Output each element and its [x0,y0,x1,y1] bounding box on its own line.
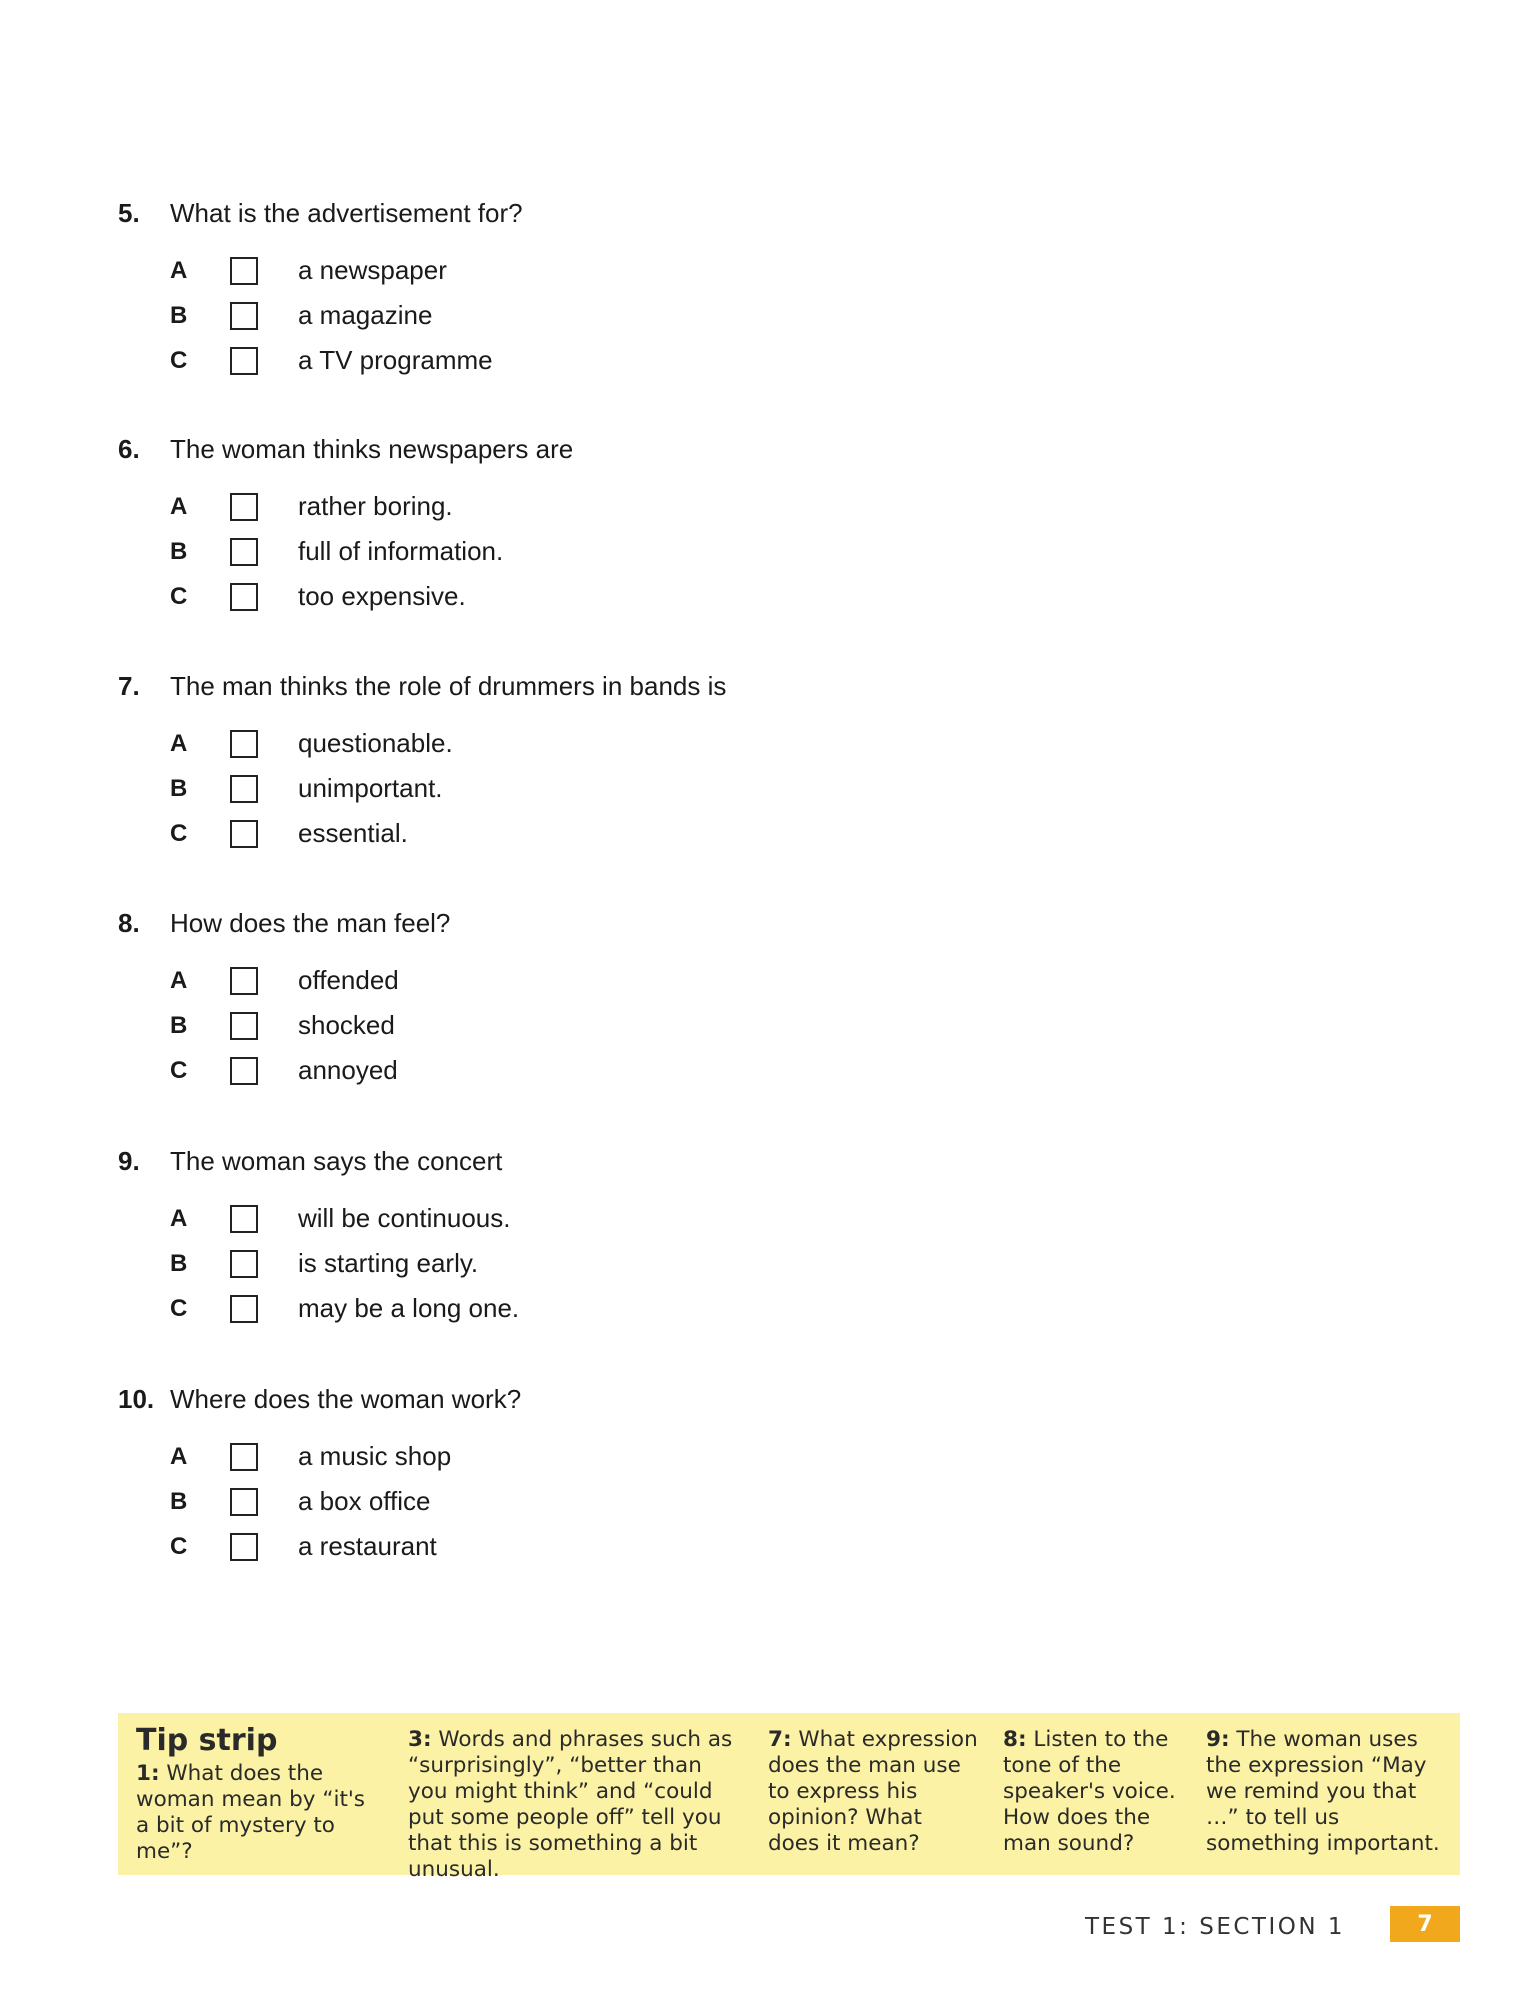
tip-number: 9: [1206,1727,1230,1752]
option-text: may be a long one. [298,1293,520,1323]
option-letter: C [170,819,188,847]
tip-number: 1: [136,1761,160,1786]
option-letter: C [170,1056,188,1084]
answer-checkbox[interactable] [230,1057,258,1085]
option-text: is starting early. [298,1248,479,1278]
tip-text: What does the woman mean by “it's a bit of mystery to me”? [136,1761,365,1864]
question-text: How does the man feel? [170,908,451,938]
answer-checkbox[interactable] [230,1443,258,1471]
answer-checkbox[interactable] [230,820,258,848]
answer-checkbox[interactable] [230,1012,258,1040]
option-c [118,1524,1018,1569]
question-text: The woman thinks newspapers are [170,434,574,464]
tip-text: Words and phrases such as “surprisingly”, “better than you might think” and “could put some people off” tell you that this is something a bit unusual. [408,1727,733,1882]
tip-number: 3: [408,1727,432,1752]
option-letter: A [170,966,188,994]
option-text: a newspaper [298,255,447,285]
option-letter: C [170,346,188,374]
option-letter: B [170,301,188,329]
answer-checkbox[interactable] [230,583,258,611]
option-text: a magazine [298,300,433,330]
tip-text: Listen to the tone of the speaker's voice. How does the man sound? [1003,1727,1176,1856]
option-text: too expensive. [298,581,466,611]
tip-9 [1206,1727,1446,1857]
option-text: essential. [298,818,408,848]
option-text: unimportant. [298,773,443,803]
option-a [118,1434,1018,1479]
answer-checkbox[interactable] [230,538,258,566]
answer-checkbox[interactable] [230,302,258,330]
option-letter: A [170,1442,188,1470]
option-c [118,1286,1018,1331]
option-text: will be continuous. [298,1203,511,1233]
question-number: 10. [118,1384,155,1414]
tip-3 [408,1727,743,1883]
option-text: full of information. [298,536,504,566]
option-letter: B [170,1011,188,1039]
option-a [118,1196,1018,1241]
option-c [118,1048,1018,1093]
question-text: What is the advertisement for? [170,198,523,228]
option-b [118,293,1018,338]
option-a [118,721,1018,766]
question-10 [118,1384,1018,1569]
question-number: 6. [118,434,140,464]
option-b [118,1003,1018,1048]
option-text: shocked [298,1010,395,1040]
question-7 [118,671,1018,856]
option-b [118,1479,1018,1524]
tip-strip-title: Tip strip [136,1723,278,1758]
option-b [118,529,1018,574]
answer-checkbox[interactable] [230,967,258,995]
option-b [118,1241,1018,1286]
answer-checkbox[interactable] [230,730,258,758]
question-text: The man thinks the role of drummers in bands is [170,671,727,701]
option-b [118,766,1018,811]
question-number: 8. [118,908,140,938]
answer-checkbox[interactable] [230,1488,258,1516]
option-letter: A [170,729,188,757]
question-6 [118,434,1018,619]
answer-checkbox[interactable] [230,775,258,803]
tip-7 [768,1727,978,1857]
tip-number: 7: [768,1727,792,1752]
option-letter: C [170,1294,188,1322]
tip-number: 8: [1003,1727,1027,1752]
option-text: a music shop [298,1441,452,1471]
option-letter: C [170,582,188,610]
option-letter: B [170,1487,188,1515]
answer-checkbox[interactable] [230,257,258,285]
answer-checkbox[interactable] [230,1250,258,1278]
option-a [118,484,1018,529]
option-letter: C [170,1532,188,1560]
tip-strip [118,1713,1460,1882]
option-text: rather boring. [298,491,453,521]
option-text: annoyed [298,1055,398,1085]
option-c [118,574,1018,619]
question-8 [118,908,1018,1093]
question-text: The woman says the concert [170,1146,503,1176]
option-text: questionable. [298,728,453,758]
option-text: offended [298,965,399,995]
option-c [118,811,1018,856]
question-number: 7. [118,671,140,701]
option-a [118,248,1018,293]
option-letter: A [170,492,188,520]
question-number: 9. [118,1146,140,1176]
option-letter: A [170,256,188,284]
tip-8 [1003,1727,1183,1857]
question-9 [118,1146,1018,1331]
answer-checkbox[interactable] [230,347,258,375]
tip-text: The woman uses the expression “May we remind you that …” to tell us something important. [1206,1727,1440,1856]
option-letter: A [170,1204,188,1232]
answer-checkbox[interactable] [230,1295,258,1323]
tip-text: What expression does the man use to express his opinion? What does it mean? [768,1727,978,1856]
option-text: a TV programme [298,345,493,375]
answer-checkbox[interactable] [230,1205,258,1233]
option-letter: B [170,774,188,802]
option-text: a restaurant [298,1531,437,1561]
answer-checkbox[interactable] [230,493,258,521]
tip-1 [136,1723,384,1865]
question-number: 5. [118,198,140,228]
option-letter: B [170,537,188,565]
section-label: TEST 1: SECTION 1 [1085,1914,1346,1940]
option-text: a box office [298,1486,431,1516]
answer-checkbox[interactable] [230,1533,258,1561]
question-5 [118,198,1018,383]
option-a [118,958,1018,1003]
page-number: 7 [1390,1906,1460,1942]
option-c [118,338,1018,383]
question-text: Where does the woman work? [170,1384,522,1414]
option-letter: B [170,1249,188,1277]
